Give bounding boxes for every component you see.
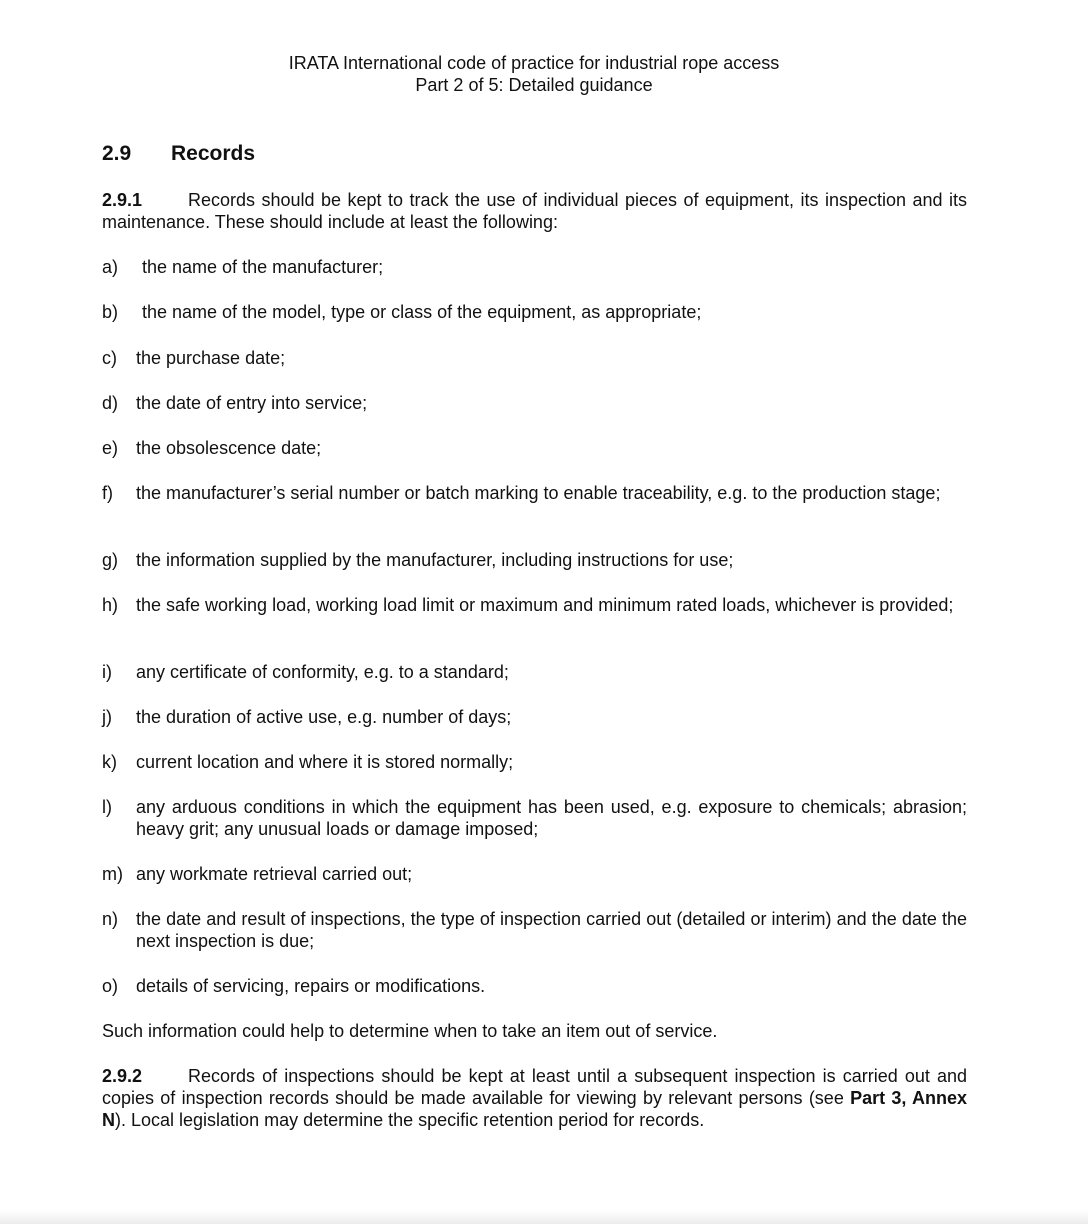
- list-item: [102, 437, 967, 459]
- list-marker: g): [102, 550, 119, 570]
- list-item-text: the safe working load, working load limit or maximum and minimum rated loads, whichever is provided;: [136, 595, 954, 615]
- list-item-text: the information supplied by the manufacturer, including instructions for use;: [136, 550, 734, 570]
- list-item-text: any certificate of conformity, e.g. to a standard;: [136, 662, 509, 682]
- list-marker: k): [102, 752, 117, 772]
- list-marker: l): [102, 797, 112, 817]
- section-heading: [102, 141, 255, 167]
- list-item-text: the purchase date;: [136, 348, 286, 368]
- section-title: Records: [171, 142, 256, 165]
- list-marker: b): [102, 302, 119, 322]
- list-item-text: any arduous conditions in which the equipment has been used, e.g. exposure to chemicals; abrasion; heavy grit; any unusual loads or damage imposed;: [136, 797, 967, 839]
- list-marker: h): [102, 595, 119, 615]
- list-item-text: the manufacturer’s serial number or batch marking to enable traceability, e.g. to the production stage;: [136, 483, 941, 503]
- list-item: [102, 975, 967, 997]
- list-item: [102, 908, 967, 952]
- list-item: [102, 594, 967, 616]
- list-item-text: the name of the model, type or class of the equipment, as appropriate;: [142, 302, 702, 322]
- list-item: [102, 347, 967, 369]
- page-header: [0, 52, 1068, 96]
- list-marker: m): [102, 864, 123, 884]
- list-item-text: the date of entry into service;: [136, 393, 368, 413]
- list-item-text: the date and result of inspections, the type of inspection carried out (detailed or interim) and the date the next inspection is due;: [136, 909, 967, 951]
- list-item: [102, 751, 967, 773]
- paragraph-text-end: ). Local legislation may determine the specific retention period for records.: [115, 1110, 705, 1130]
- list-item: [102, 706, 967, 728]
- paragraph-2-9-1: [102, 189, 967, 233]
- closing-paragraph: Such information could help to determine when to take an item out of service.: [102, 1021, 718, 1041]
- paragraph-text: Records of inspections should be kept at least until a subsequent inspection is carried out and copies of inspection records should be made available for viewing by relevant persons (see: [102, 1066, 967, 1108]
- paragraph-number: 2.9.1: [102, 190, 143, 210]
- section-number: 2.9: [102, 142, 132, 165]
- cross-reference: Part 3, Annex N: [102, 1088, 968, 1130]
- list-item-text: the duration of active use, e.g. number of days;: [136, 707, 512, 727]
- paragraph-2-9-2: [102, 1065, 967, 1131]
- header-title: IRATA International code of practice for industrial rope access: [288, 53, 780, 73]
- list-marker: i): [102, 662, 112, 682]
- list-item-text: any workmate retrieval carried out;: [136, 864, 413, 884]
- list-item: [102, 301, 967, 323]
- list-marker: n): [102, 909, 119, 929]
- list-marker: e): [102, 438, 119, 458]
- list-item-text: the obsolescence date;: [136, 438, 322, 458]
- list-item: [102, 661, 967, 683]
- paragraph-number: 2.9.2: [102, 1066, 143, 1086]
- list-item: [102, 482, 967, 504]
- list-item-text: current location and where it is stored normally;: [136, 752, 514, 772]
- paragraph-text: Records should be kept to track the use of individual pieces of equipment, its inspection and its maintenance. These should include at least the following:: [102, 190, 967, 232]
- list-item: [102, 392, 967, 414]
- list-item: [102, 796, 967, 840]
- header-subtitle: Part 2 of 5: Detailed guidance: [415, 75, 653, 95]
- page-bottom-edge: [0, 1210, 1088, 1224]
- list-marker: d): [102, 393, 119, 413]
- list-marker: o): [102, 976, 119, 996]
- list-item-text: the name of the manufacturer;: [142, 257, 384, 277]
- list-marker: a): [102, 257, 119, 277]
- list-marker: f): [102, 483, 113, 503]
- list-marker: c): [102, 348, 117, 368]
- list-item: [102, 549, 967, 571]
- list-item: [102, 256, 967, 278]
- list-item: [102, 863, 967, 885]
- list-marker: j): [102, 707, 112, 727]
- list-item-text: details of servicing, repairs or modifications.: [136, 976, 486, 996]
